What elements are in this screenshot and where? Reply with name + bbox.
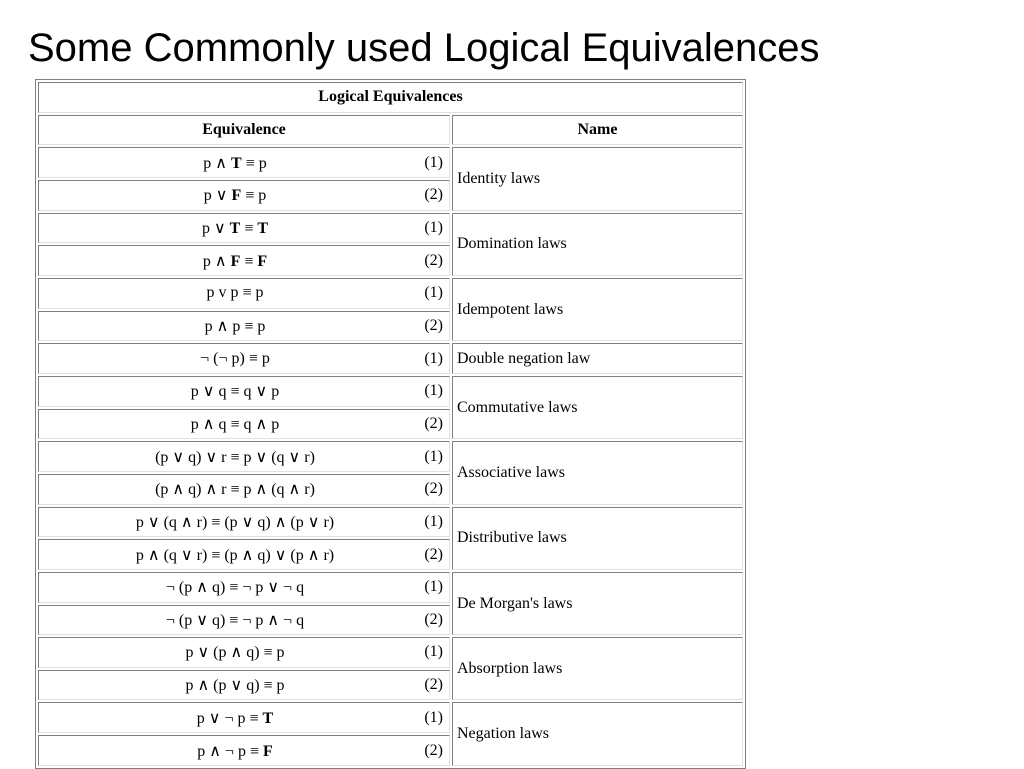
equivalence-number: (2)	[424, 610, 443, 628]
equivalence-formula	[39, 218, 431, 238]
formula-text: ¬ (p ∨ q) ≡ ¬ p ∧ ¬ q	[165, 611, 305, 629]
formula-constant: T	[229, 219, 241, 237]
table-caption: Logical Equivalences	[38, 82, 743, 113]
law-name-cell: Commutative laws	[452, 376, 743, 439]
equivalence-formula	[39, 414, 431, 434]
equivalence-cell	[38, 311, 450, 342]
equivalence-formula	[39, 316, 431, 336]
equivalence-formula	[39, 708, 431, 728]
name-column-header: Name	[452, 115, 743, 146]
formula-constant: T	[262, 709, 274, 727]
equivalence-cell	[38, 507, 450, 538]
equivalence-formula	[39, 381, 431, 401]
equivalence-cell	[38, 213, 450, 244]
equivalence-cell	[38, 180, 450, 211]
equivalence-cell	[38, 245, 450, 276]
formula-constant: F	[231, 187, 242, 205]
formula-text: p ∧ q ≡ q ∧ p	[190, 415, 280, 433]
formula-text: ≡	[240, 252, 258, 270]
equivalence-formula	[39, 545, 431, 565]
formula-text: (p ∧ q) ∧ r ≡ p ∧ (q ∧ r)	[155, 481, 315, 499]
equivalence-cell	[38, 474, 450, 505]
equivalence-number: (1)	[424, 708, 443, 726]
equivalence-cell	[38, 343, 450, 374]
equivalence-number: (1)	[424, 578, 443, 596]
formula-text: p ∨	[203, 187, 232, 205]
equivalence-number: (2)	[424, 741, 443, 759]
formula-text: ¬ (p ∧ q) ≡ ¬ p ∨ ¬ q	[165, 579, 305, 597]
equivalence-cell	[38, 572, 450, 603]
equivalence-cell	[38, 441, 450, 472]
law-name-cell: Negation laws	[452, 702, 743, 766]
table-row	[38, 376, 743, 407]
equivalence-number: (2)	[424, 414, 443, 432]
equivalence-cell	[38, 147, 450, 178]
formula-text: p ∧	[202, 252, 231, 270]
equivalence-cell	[38, 376, 450, 407]
equivalence-formula	[39, 577, 431, 597]
equivalence-number: (1)	[424, 382, 443, 400]
logical-equivalences-table	[35, 79, 746, 769]
formula-constant: T	[257, 219, 269, 237]
formula-text: ≡	[240, 219, 258, 237]
law-name-cell: Double negation law	[452, 343, 743, 374]
formula-constant: F	[230, 252, 241, 270]
equivalence-cell	[38, 278, 450, 309]
formula-text: p ∨ q ≡ q ∨ p	[190, 383, 280, 401]
table-row	[38, 441, 743, 472]
table-row	[38, 702, 743, 733]
formula-text: p v p ≡ p	[206, 284, 264, 302]
equivalence-number: (2)	[424, 186, 443, 204]
equivalence-number: (2)	[424, 676, 443, 694]
equivalence-number: (2)	[424, 316, 443, 334]
table-row	[38, 637, 743, 668]
formula-text: p ∧	[203, 154, 231, 172]
formula-text: p ∨ (p ∧ q) ≡ p	[185, 644, 285, 662]
formula-text: ¬ (¬ p) ≡ p	[200, 349, 270, 367]
equivalence-cell	[38, 539, 450, 570]
equivalence-formula	[39, 251, 431, 271]
formula-text: p ∧ (p ∨ q) ≡ p	[185, 677, 285, 695]
equivalence-cell	[38, 605, 450, 636]
formula-text: p ∧ ¬ p ≡	[197, 742, 263, 760]
law-name-cell: Absorption laws	[452, 637, 743, 700]
equivalence-cell	[38, 409, 450, 440]
equivalence-number: (1)	[424, 643, 443, 661]
law-name-cell: Distributive laws	[452, 507, 743, 570]
formula-text: p ∧ p ≡ p	[204, 317, 266, 335]
formula-text: ≡ p	[241, 187, 267, 205]
equivalence-number: (1)	[424, 512, 443, 530]
slide-title: Some Commonly used Logical Equivalences	[28, 26, 820, 70]
equivalence-formula	[39, 675, 431, 695]
equivalence-formula	[39, 642, 431, 662]
formula-text: p ∨	[201, 219, 230, 237]
law-name-cell: Idempotent laws	[452, 278, 743, 341]
equivalence-formula	[39, 610, 431, 630]
formula-constant: F	[257, 252, 268, 270]
equivalence-cell	[38, 702, 450, 733]
equivalence-number: (2)	[424, 545, 443, 563]
table-row	[38, 213, 743, 244]
formula-text: (p ∨ q) ∨ r ≡ p ∨ (q ∨ r)	[155, 448, 315, 466]
equivalence-number: (2)	[424, 251, 443, 269]
law-name-cell: Associative laws	[452, 441, 743, 504]
equivalence-number: (2)	[424, 480, 443, 498]
equivalence-cell	[38, 637, 450, 668]
formula-text: p ∨ (q ∧ r) ≡ (p ∨ q) ∧ (p ∨ r)	[135, 513, 335, 531]
equivalence-column-header: Equivalence	[38, 115, 450, 146]
equivalence-formula	[39, 447, 431, 467]
law-name-cell: Domination laws	[452, 213, 743, 276]
equivalence-formula	[39, 185, 431, 205]
equivalence-formula	[39, 350, 431, 368]
table-row	[38, 147, 743, 178]
equivalence-formula	[39, 741, 431, 761]
formula-text: ≡ p	[241, 154, 267, 172]
equivalence-number: (1)	[424, 153, 443, 171]
law-name-cell: Identity laws	[452, 147, 743, 210]
table-row	[38, 343, 743, 374]
equivalence-formula	[39, 153, 431, 173]
equivalence-number: (1)	[424, 349, 443, 367]
equivalence-formula	[39, 479, 431, 499]
formula-constant: T	[231, 154, 242, 172]
table-row	[38, 572, 743, 603]
table-row	[38, 278, 743, 309]
equivalence-number: (1)	[424, 284, 443, 302]
equivalence-formula	[39, 512, 431, 532]
equivalence-cell	[38, 735, 450, 766]
formula-text: p ∧ (q ∨ r) ≡ (p ∧ q) ∨ (p ∧ r)	[135, 546, 335, 564]
law-name-cell: De Morgan's laws	[452, 572, 743, 635]
equivalence-formula	[39, 284, 431, 302]
formula-text: p ∨ ¬ p ≡	[196, 709, 263, 727]
equivalence-cell	[38, 670, 450, 701]
formula-constant: F	[262, 742, 273, 760]
equivalence-number: (1)	[424, 447, 443, 465]
table-row	[38, 507, 743, 538]
equivalence-number: (1)	[424, 218, 443, 236]
